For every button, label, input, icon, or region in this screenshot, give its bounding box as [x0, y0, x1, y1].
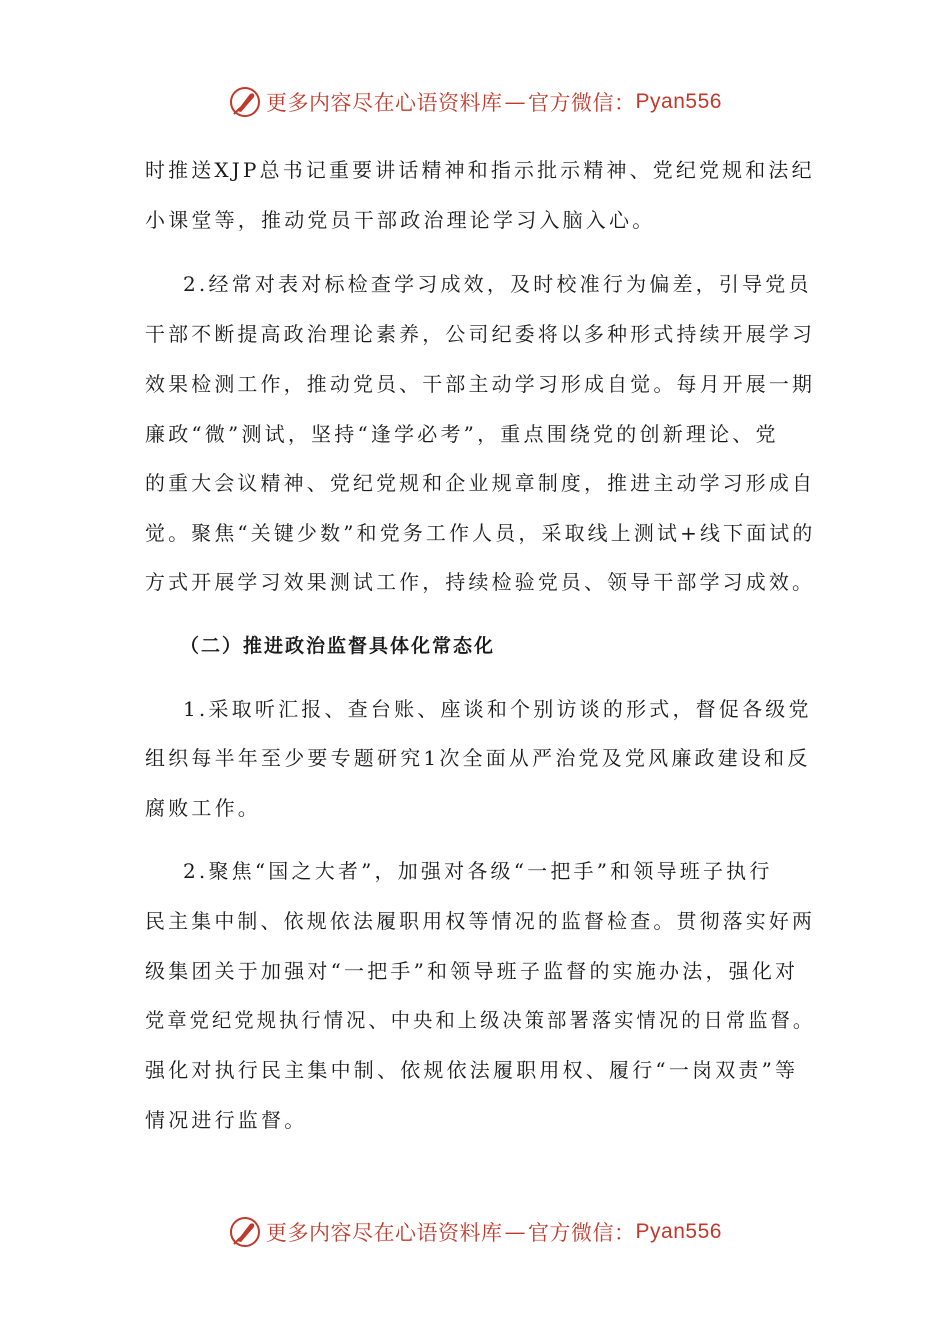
text-line: 2.聚焦“国之大者”，加强对各级“一把手”和领导班子执行: [183, 859, 773, 883]
footer-watermark: [0, 1212, 950, 1252]
text-line: 方式开展学习效果测试工作，持续检验党员、领导干部学习成效。: [145, 570, 816, 594]
text-line: 廉政“微”测试，坚持“逢学必考”，重点围绕党的创新理论、党: [145, 422, 779, 446]
watermark-contact-label: 官方微信：: [528, 1221, 636, 1245]
text-line: 民主集中制、依规依法履职用权等情况的监督检查。贯彻落实好两: [145, 909, 816, 933]
watermark-contact-label: 官方微信：: [528, 91, 636, 115]
watermark-contact-id: Pyan556: [635, 1220, 722, 1243]
watermark-separator: —: [504, 1220, 527, 1244]
watermark-separator: —: [504, 90, 527, 114]
text-line: 效果检测工作，推动党员、干部主动学习形成自觉。每月开展一期: [145, 372, 816, 396]
section-heading: （二）推进政治监督具体化常态化: [180, 635, 496, 657]
text-line: 觉。聚焦“关键少数”和党务工作人员，采取线上测试+线下面试的: [145, 521, 816, 545]
watermark-contact-id: Pyan556: [635, 90, 722, 113]
header-watermark: [0, 82, 950, 122]
text-line: 腐败工作。: [145, 796, 261, 820]
text-line: 时推送XJP总书记重要讲话精神和指示批示精神、党纪党规和法纪: [145, 158, 815, 182]
text-line: 小课堂等，推动党员干部政治理论学习入脑入心。: [145, 208, 656, 232]
text-line: 1.采取听汇报、查台账、座谈和个别访谈的形式，督促各级党: [183, 697, 812, 721]
text-line: 强化对执行民主集中制、依规依法履职用权、履行“一岗双责”等: [145, 1058, 799, 1082]
text-line: 干部不断提高政治理论素养，公司纪委将以多种形式持续开展学习: [145, 322, 816, 346]
text-line: 组织每半年至少要专题研究1次全面从严治党及党风廉政建设和反: [145, 746, 811, 770]
watermark-text: 更多内容尽在心语资料库: [266, 1221, 503, 1245]
watermark-text: 更多内容尽在心语资料库: [266, 91, 503, 115]
quill-logo-icon: [228, 1215, 262, 1249]
text-line: 的重大会议精神、党纪党规和企业规章制度，推进主动学习形成自: [145, 471, 816, 495]
text-line: 党章党纪党规执行情况、中央和上级决策部署落实情况的日常监督。: [145, 1008, 816, 1032]
quill-logo-icon: [228, 85, 262, 119]
text-line: 级集团关于加强对“一把手”和领导班子监督的实施办法，强化对: [145, 959, 799, 983]
text-line: 2.经常对表对标检查学习成效，及时校准行为偏差，引导党员: [183, 272, 812, 296]
text-line: 情况进行监督。: [145, 1108, 308, 1132]
